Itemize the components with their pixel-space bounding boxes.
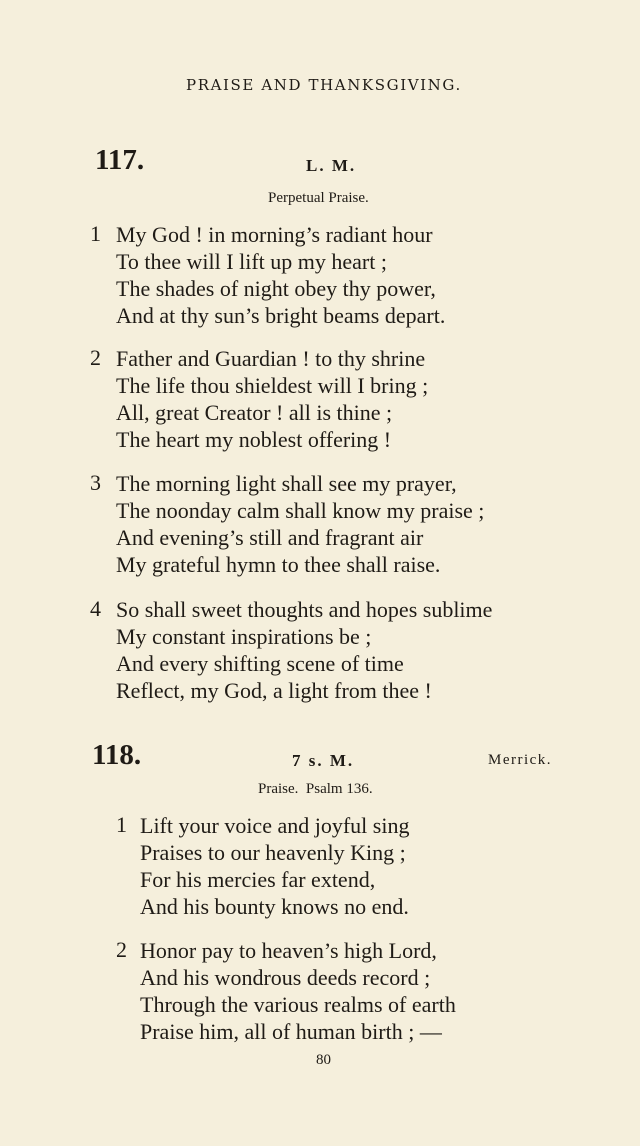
hymn-meter: 7 s. M. (292, 751, 355, 770)
verse-line: For his mercies far extend, (140, 867, 376, 892)
verse-line: So shall sweet thoughts and hopes sublime (116, 597, 493, 622)
hymn-meter: L. M. (306, 156, 357, 175)
verse-line: Praises to our heavenly King ; (140, 840, 406, 865)
verse-line: And evening’s still and fragrant air (116, 525, 424, 550)
stanza-number: 2 (90, 345, 101, 370)
verse-line: And every shifting scene of time (116, 651, 404, 676)
verse-line: My constant inspirations be ; (116, 624, 372, 649)
stanza-number: 4 (90, 596, 101, 621)
verse-line: My grateful hymn to thee shall raise. (116, 552, 441, 577)
hymn-subtitle: Praise. Psalm 136. (258, 781, 373, 797)
hymn-number: 117. (95, 144, 145, 176)
stanza-number: 1 (116, 812, 127, 837)
verse-line: My God ! in morning’s radiant hour (116, 222, 433, 247)
verse-line: The shades of night obey thy power, (116, 276, 436, 301)
verse-line: Honor pay to heaven’s high Lord, (140, 938, 437, 963)
verse-line: Reflect, my God, a light from thee ! (116, 678, 432, 703)
stanza (90, 470, 484, 578)
stanza (116, 812, 409, 920)
verse-line: Father and Guardian ! to thy shrine (116, 346, 426, 371)
stanza-number: 1 (90, 221, 101, 246)
tune-name: Merrick. (488, 752, 553, 768)
verse-line: The heart my noblest offering ! (116, 427, 392, 452)
running-head: PRAISE AND THANKSGIVING. (186, 76, 462, 94)
verse-line: Lift your voice and joyful sing (140, 813, 410, 838)
verse-line: And at thy sun’s bright beams depart. (116, 303, 446, 328)
verse-line: And his bounty knows no end. (140, 894, 409, 919)
verse-line: The noonday calm shall know my praise ; (116, 498, 485, 523)
verse-line: The morning light shall see my prayer, (116, 471, 457, 496)
verse-line: All, great Creator ! all is thine ; (116, 400, 393, 425)
stanza (90, 345, 428, 453)
page-number: 80 (316, 1052, 331, 1068)
verse-line: Praise him, all of human birth ; — (140, 1019, 442, 1044)
stanza (116, 937, 456, 1045)
stanza (90, 596, 492, 704)
verse-line: And his wondrous deeds record ; (140, 965, 431, 990)
stanza-number: 2 (116, 937, 127, 962)
verse-line: The life thou shieldest will I bring ; (116, 373, 429, 398)
hymn-subtitle: Perpetual Praise. (268, 190, 369, 206)
stanza (90, 221, 445, 329)
verse-line: To thee will I lift up my heart ; (116, 249, 387, 274)
hymn-number: 118. (92, 739, 142, 771)
stanza-number: 3 (90, 470, 101, 495)
verse-line: Through the various realms of earth (140, 992, 456, 1017)
